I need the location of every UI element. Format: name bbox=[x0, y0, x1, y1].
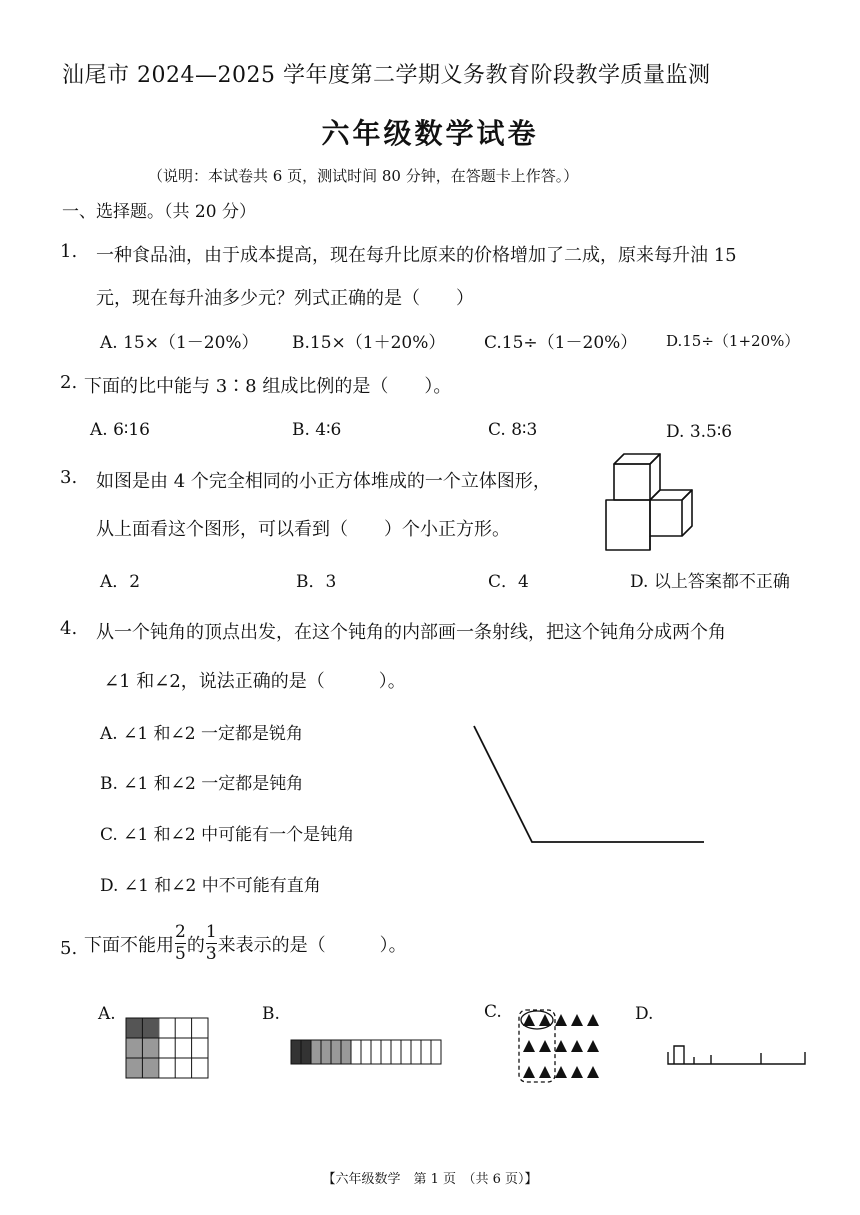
option-b-bar-figure bbox=[291, 1040, 441, 1064]
option-a: A. 6∶16 bbox=[90, 420, 150, 440]
question-text-mid: 的 bbox=[186, 934, 205, 956]
option-b: B．3 bbox=[296, 572, 337, 592]
question-text: 从上面看这个图形，可以看到（ ）个小正方形。 bbox=[96, 519, 510, 540]
option-c: C. ∠1 和∠2 中可能有一个是钝角 bbox=[100, 825, 355, 845]
question-text: 如图是由 4 个完全相同的小正方体堆成的一个立体图形， bbox=[96, 471, 551, 492]
numerator: 2 bbox=[175, 922, 186, 942]
option-d-segment-figure bbox=[664, 1040, 809, 1068]
page-footer: 【六年级数学 第 1 页 （共 6 页）】 bbox=[322, 1172, 538, 1187]
option-d: D. ∠1 和∠2 中不可能有直角 bbox=[100, 876, 321, 896]
question-text bbox=[84, 924, 407, 963]
option-c-label: C. bbox=[484, 1002, 502, 1022]
option-a: A. 15×（1－20%） bbox=[100, 333, 259, 353]
option-b: B.15×（1＋20%） bbox=[292, 333, 446, 353]
option-a-label: A. bbox=[98, 1004, 116, 1024]
option-d: D. 3.5∶6 bbox=[666, 422, 733, 442]
denominator: 3 bbox=[205, 944, 217, 964]
obtuse-angle-figure bbox=[470, 720, 710, 850]
fraction-two-fifths bbox=[175, 924, 186, 963]
question-text: 一种食品油，由于成本提高，现在每升比原来的价格增加了二成，原来每升油 15 bbox=[96, 245, 737, 266]
question-number: 2. bbox=[60, 372, 78, 393]
question-number: 5. bbox=[60, 938, 78, 959]
question-number: 3. bbox=[60, 467, 78, 488]
question-text: 从一个钝角的顶点出发，在这个钝角的内部画一条射线，把这个钝角分成两个角 bbox=[96, 622, 726, 643]
question-text-post: 来表示的是（ ）。 bbox=[217, 934, 407, 956]
option-b: B. ∠1 和∠2 一定都是钝角 bbox=[100, 774, 304, 794]
option-a: A．2 bbox=[100, 572, 141, 592]
numerator: 1 bbox=[205, 922, 217, 942]
option-b: B. 4∶6 bbox=[292, 420, 342, 440]
option-c: C. 8∶3 bbox=[488, 420, 538, 440]
exam-note: （说明：本试卷共 6 页，测试时间 80 分钟，在答题卡上作答。） bbox=[148, 167, 579, 185]
option-c: C.15÷（1－20%） bbox=[484, 333, 638, 353]
option-d: D. 以上答案都不正确 bbox=[630, 572, 790, 592]
option-d-label: D. bbox=[635, 1004, 654, 1024]
question-number: 4. bbox=[60, 618, 78, 639]
option-c-triangles-figure bbox=[518, 1008, 604, 1084]
option-a: A. ∠1 和∠2 一定都是锐角 bbox=[100, 724, 304, 744]
section-heading: 一、选择题。（共 20 分） bbox=[62, 202, 256, 222]
question-text: 下面的比中能与 3∶8 组成比例的是（ ）。 bbox=[84, 376, 452, 397]
fraction-one-third bbox=[206, 924, 217, 963]
denominator: 5 bbox=[175, 944, 186, 964]
option-d: D.15÷（1+20%） bbox=[666, 332, 800, 350]
question-number: 1. bbox=[60, 241, 78, 262]
option-b-label: B. bbox=[262, 1004, 280, 1024]
option-a-grid-figure bbox=[126, 1018, 210, 1078]
exam-super-title: 汕尾市 2024—2025 学年度第二学期义务教育阶段教学质量监测 bbox=[62, 63, 711, 88]
question-text-pre: 下面不能用 bbox=[84, 934, 174, 956]
question-text: ∠1 和∠2，说法正确的是（ ）。 bbox=[104, 671, 406, 692]
cube-stack-figure bbox=[600, 450, 700, 555]
question-text: 元，现在每升油多少元？列式正确的是（ ） bbox=[96, 288, 474, 309]
option-c: C．4 bbox=[488, 572, 529, 592]
page-title: 六年级数学试卷 bbox=[321, 117, 539, 150]
